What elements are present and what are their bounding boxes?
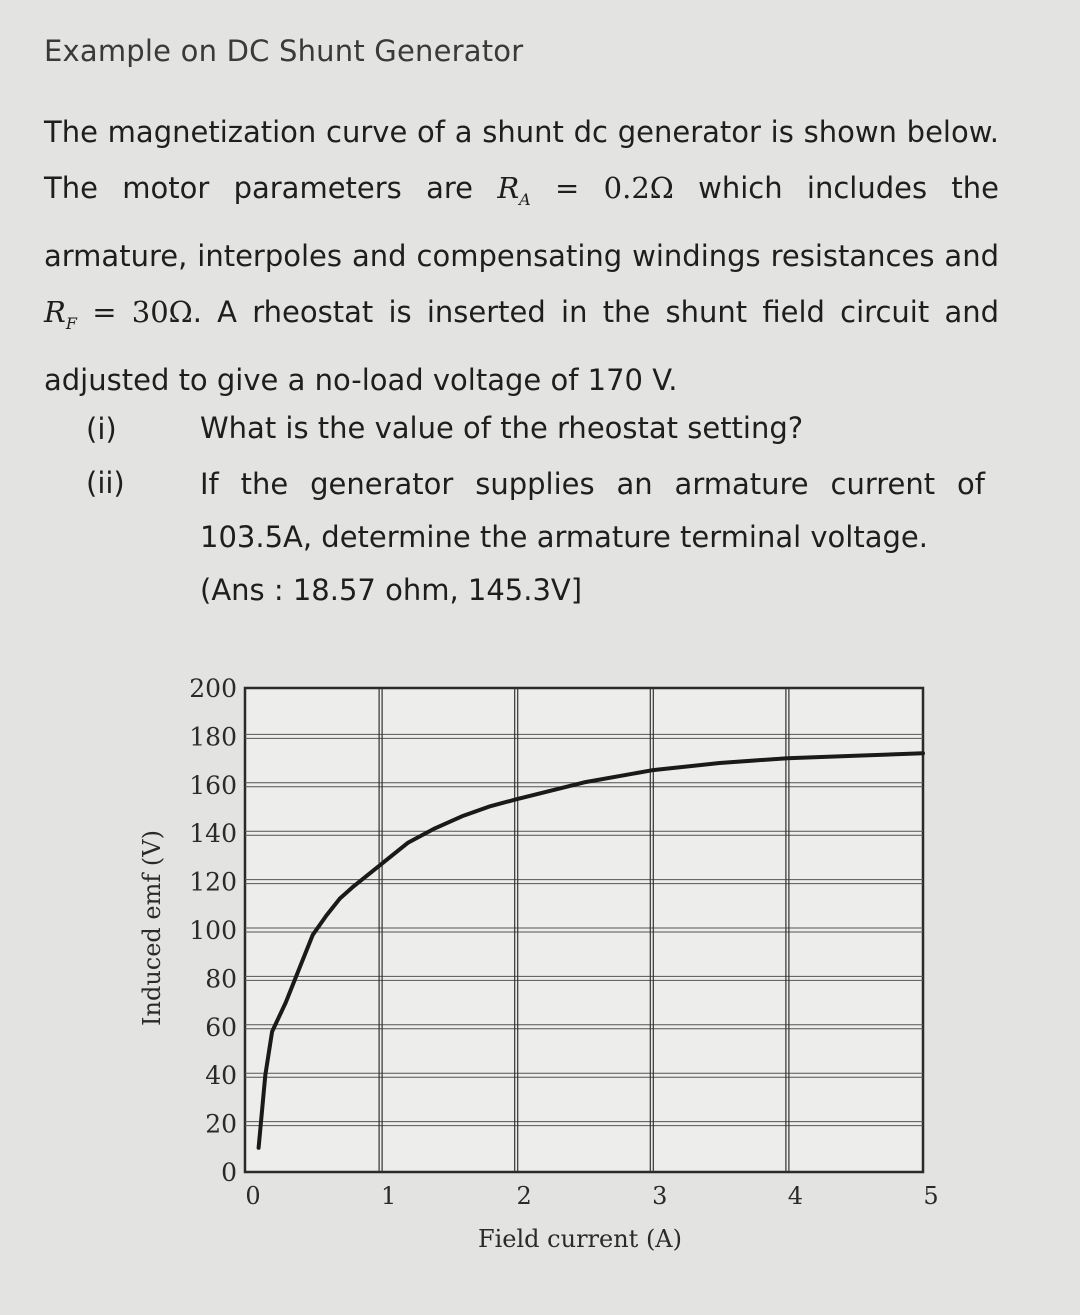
ra-symbol: $R_A$ <box>497 171 531 209</box>
y-tick-label: 60 <box>205 1012 237 1042</box>
paragraph-text-1: The magnetization curve of a shunt dc generator is shown below. The motor parameters are <box>44 115 999 205</box>
x-tick-label: 0 <box>245 1182 261 1210</box>
page-title: Example on DC Shunt Generator <box>44 34 524 68</box>
y-tick-label: 20 <box>205 1109 237 1139</box>
plot-area <box>245 688 923 1172</box>
y-tick-label: 180 <box>189 722 237 752</box>
paragraph-text-3: . A rheostat is inserted in the shunt field circuit and adjusted to give a no-load voltage of 170 V. <box>44 294 1000 397</box>
question-number: (i) <box>86 412 117 446</box>
ra-value: = 0.2Ω <box>555 171 674 205</box>
x-tick-label: 3 <box>652 1182 668 1210</box>
y-tick-label: 200 <box>189 674 237 703</box>
x-axis-label: Field current (A) <box>477 1225 683 1253</box>
rf-value: = 30Ω <box>92 294 193 329</box>
y-tick-label: 0 <box>221 1158 237 1187</box>
x-tick-label: 1 <box>380 1182 397 1210</box>
chart-grid <box>245 688 923 1172</box>
x-tick-label: 2 <box>516 1182 532 1210</box>
question-text: What is the value of the rheostat setting? <box>200 411 804 445</box>
x-tick-label: 5 <box>923 1182 939 1210</box>
y-axis-label: Induced emf (V) <box>138 830 166 1026</box>
question-number: (ii) <box>86 466 125 500</box>
y-tick-label: 40 <box>205 1061 237 1091</box>
y-tick-label: 100 <box>189 916 237 945</box>
paragraph-text-2: which includes the armature, interpoles and compensating windings resistances and <box>44 171 1000 273</box>
x-tick-label: 4 <box>787 1182 804 1210</box>
answer-text: (Ans : 18.57 ohm, 145.3V] <box>200 573 583 607</box>
rf-symbol: $R_F$ <box>44 294 77 333</box>
y-tick-label: 120 <box>189 867 237 897</box>
y-tick-label: 160 <box>189 770 237 800</box>
y-tick-label: 140 <box>189 819 237 849</box>
question-text-body: If the generator supplies an armature current of 103.5A, determine the armature terminal voltage. <box>200 467 985 554</box>
y-tick-label: 80 <box>205 964 237 994</box>
